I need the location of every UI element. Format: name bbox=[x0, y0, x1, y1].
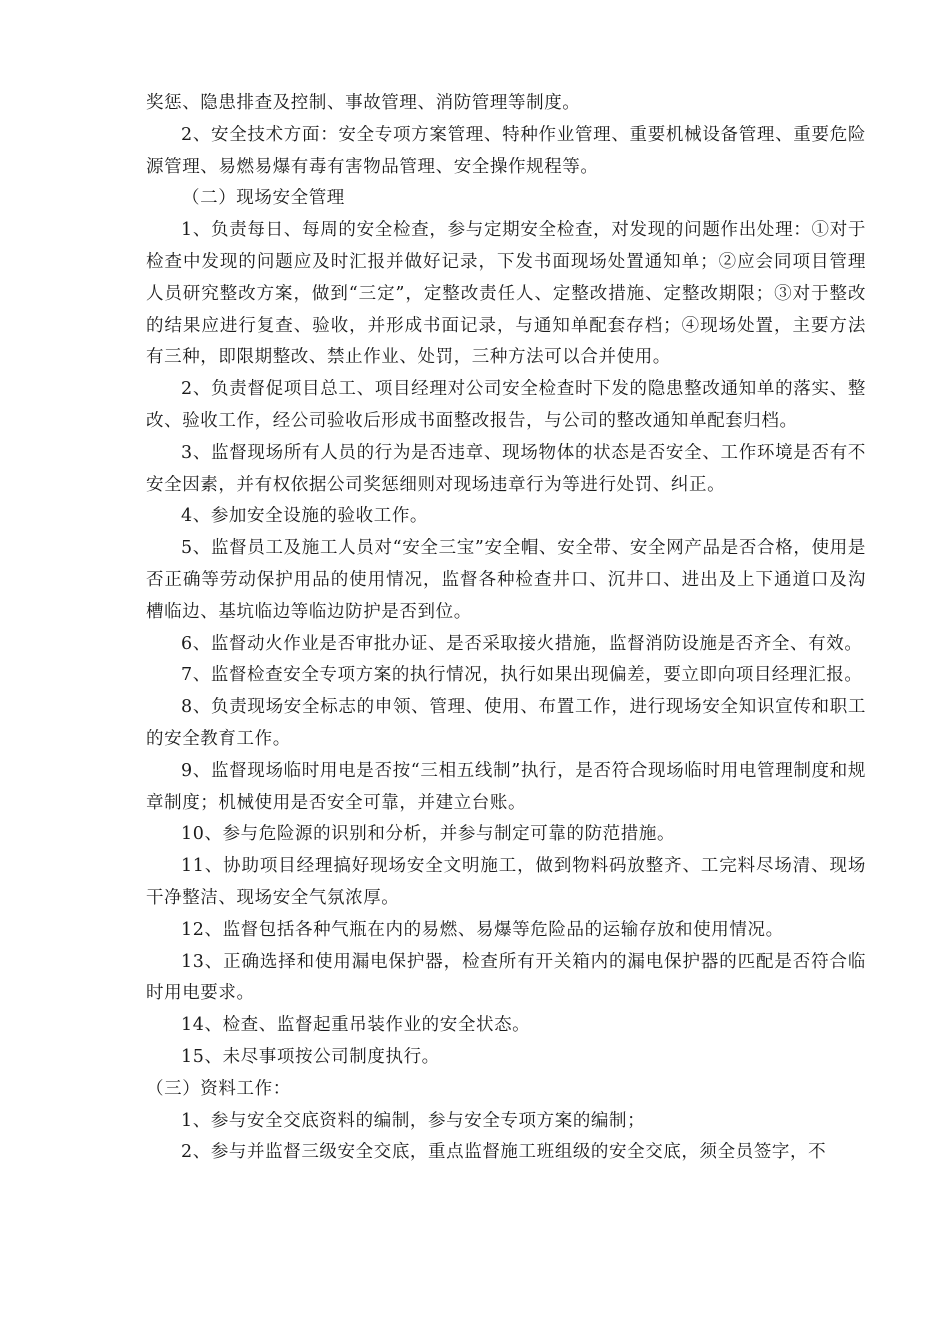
paragraph-item-10: 10、参与危险源的识别和分析，并参与制定可靠的防范措施。 bbox=[181, 824, 676, 845]
paragraph-item-3: 3、监督现场所有人员的行为是否违章、现场物体的状态是否安全、工作环境是否有不安全因素，并有权依据公司奖惩细则对现场违章行为等进行处罚、纠正。 bbox=[146, 442, 866, 495]
section-heading-site-safety: （二）现场安全管理 bbox=[182, 188, 345, 209]
paragraph-item-15: 15、未尽事项按公司制度执行。 bbox=[181, 1046, 440, 1067]
paragraph-safety-technical: 2、安全技术方面：安全专项方案管理、特种作业管理、重要机械设备管理、重要危险源管理、易燃易爆有毒有害物品管理、安全操作规程等。 bbox=[146, 124, 866, 177]
paragraph-item-5: 5、监督员工及施工人员对“安全三宝”安全帽、安全带、安全网产品是否合格，使用是否正确等劳动保护用品的使用情况，监督各种检查井口、沉井口、进出及上下通道口及沟槽临边、基坑临边等临边防护是否到位。 bbox=[146, 538, 866, 622]
paragraph-doc-item-2: 2、参与并监督三级安全交底，重点监督施工班组级的安全交底，须全员签字，不 bbox=[181, 1142, 827, 1163]
paragraph-item-8: 8、负责现场安全标志的申领、管理、使用、布置工作，进行现场安全知识宣传和职工的安全教育工作。 bbox=[146, 697, 866, 749]
document-body bbox=[146, 88, 866, 1169]
paragraph-item-11: 11、协助项目经理搞好现场安全文明施工，做到物料码放整齐、工完料尽场清、现场干净整洁、现场安全气氛浓厚。 bbox=[146, 856, 866, 908]
paragraph-item-13: 13、正确选择和使用漏电保护器，检查所有开关箱内的漏电保护器的匹配是否符合临时用电要求。 bbox=[146, 951, 866, 1004]
section-heading-documentation: （三）资料工作： bbox=[146, 1078, 291, 1099]
paragraph-item-9: 9、监督现场临时用电是否按“三相五线制”执行，是否符合现场临时用电管理制度和规章制度；机械使用是否安全可靠，并建立台账。 bbox=[146, 760, 866, 813]
paragraph-item-12: 12、监督包括各种气瓶在内的易燃、易爆等危险品的运输存放和使用情况。 bbox=[181, 919, 784, 940]
paragraph-item-6: 6、监督动火作业是否审批办证、是否采取接火措施，监督消防设施是否齐全、有效。 bbox=[181, 633, 863, 654]
paragraph-continuation: 奖惩、隐患排查及控制、事故管理、消防管理等制度。 bbox=[146, 93, 581, 113]
paragraph-item-4: 4、参加安全设施的验收工作。 bbox=[181, 506, 429, 527]
paragraph-item-14: 14、检查、监督起重吊装作业的安全状态。 bbox=[181, 1015, 531, 1036]
paragraph-item-2: 2、负责督促项目总工、项目经理对公司安全检查时下发的隐患整改通知单的落实、整改、验收工作，经公司验收后形成书面整改报告，与公司的整改通知单配套归档。 bbox=[146, 379, 866, 431]
paragraph-item-7: 7、监督检查安全专项方案的执行情况，执行如果出现偏差，要立即向项目经理汇报。 bbox=[181, 665, 863, 686]
paragraph-doc-item-1: 1、参与安全交底资料的编制，参与安全专项方案的编制； bbox=[181, 1110, 646, 1131]
paragraph-item-1: 1、负责每日、每周的安全检查，参与定期安全检查，对发现的问题作出处理：①对于检查中发现的问题应及时汇报并做好记录，下发书面现场处置通知单；②应会同项目管理人员研究整改方案，做到“三定”，定整改责任人、定整改措施、定整改期限；③对于整改的结果应进行复查、验收，并形成书面记录，与通知单配套存档；④现场处置，主要方法有三种，即限期整改、禁止作业、处罚，三种方法可以合并使用。 bbox=[146, 220, 866, 368]
